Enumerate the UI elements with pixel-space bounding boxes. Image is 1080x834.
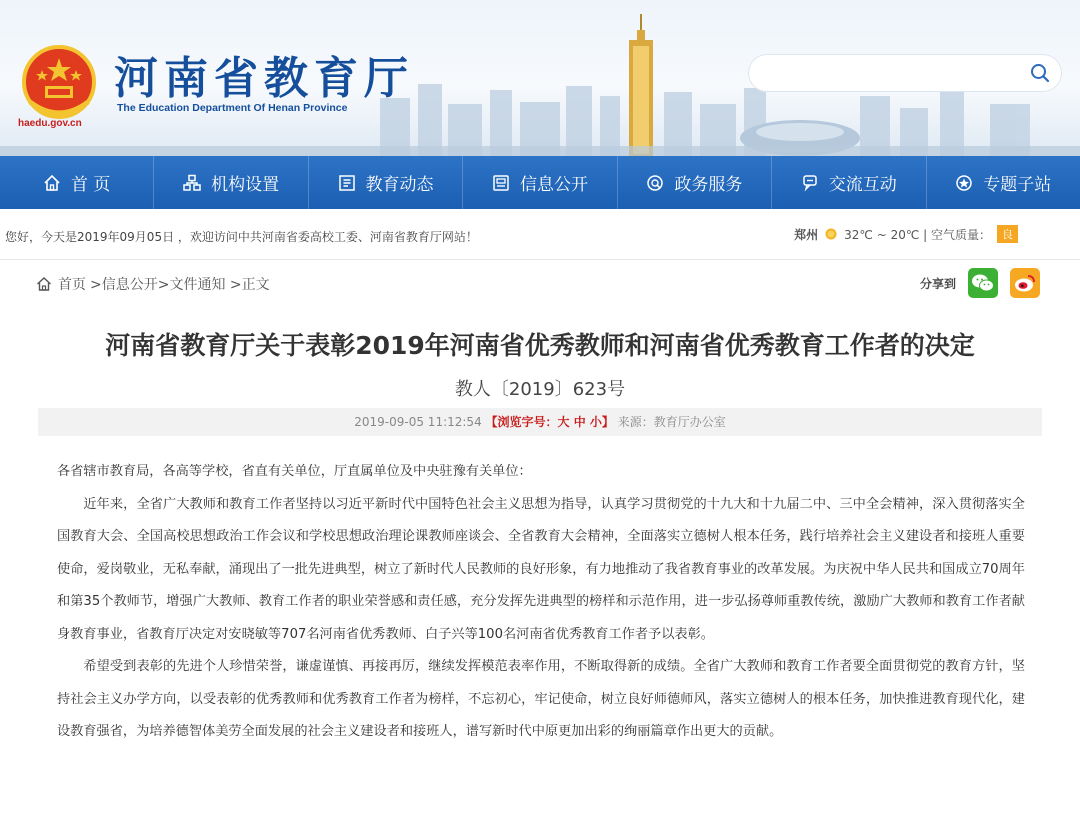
article-meta (38, 408, 1042, 436)
site-header (0, 0, 1080, 156)
nav-label: 专题子站 (983, 175, 1052, 195)
home-icon (43, 174, 61, 192)
breadcrumb-path[interactable]: >信息公开>文件通知 >正文 (90, 277, 270, 293)
info-icon (492, 174, 510, 192)
service-icon (646, 174, 664, 192)
welcome-text: 您好，今天是2019年09月05日 ，欢迎访问中共河南省委高校工委、河南省教育厅网站！ (5, 230, 478, 244)
article-source: 来源：教育厅办公室 (617, 415, 726, 429)
nav-label: 机构设置 (211, 175, 280, 195)
weather-temp: 32℃ ~ 20℃ | 空气质量： (844, 227, 991, 242)
font-size-control[interactable]: 【浏览字号：大 中 小】 (485, 415, 614, 429)
article-title: 河南省教育厅关于表彰2019年河南省优秀教师和河南省优秀教育工作者的决定 (105, 331, 975, 360)
nav-item-home[interactable] (0, 156, 154, 209)
breadcrumb-bar (0, 262, 1080, 306)
site-logo-title[interactable]: 河南省教育厅 (114, 53, 414, 104)
search-input[interactable] (766, 61, 1020, 87)
share-weibo-button[interactable] (1010, 268, 1040, 298)
nav-item-info[interactable] (463, 156, 617, 209)
search-box (748, 54, 1062, 92)
share-bar (920, 268, 1040, 298)
nav-label: 首 页 (71, 175, 111, 195)
breadcrumb-home-link[interactable]: 首页 (58, 277, 86, 293)
domain-text: haedu.gov.cn (18, 118, 82, 129)
air-quality-badge: 良 (997, 225, 1018, 243)
info-bar (0, 209, 1080, 260)
nav-label: 教育动态 (365, 175, 434, 195)
nav-item-interact[interactable] (772, 156, 926, 209)
search-icon[interactable] (1030, 63, 1050, 83)
publish-date: 2019-09-05 11:12:54 (354, 415, 482, 429)
nav-label: 信息公开 (519, 175, 588, 195)
org-icon (183, 174, 201, 192)
weather-widget (794, 225, 1018, 243)
breadcrumb (36, 274, 270, 294)
nav-item-topic[interactable] (927, 156, 1080, 209)
document-number: 教人〔2019〕623号 (454, 379, 626, 400)
nav-label: 政务服务 (674, 175, 743, 195)
nav-label: 交流互动 (828, 175, 897, 195)
home-icon (36, 276, 52, 292)
news-icon (338, 174, 356, 192)
salutation-paragraph: 各省辖市教育局，各高等学校，省直有关单位，厅直属单位及中央驻豫有关单位： (57, 464, 532, 479)
share-wechat-button[interactable] (968, 268, 998, 298)
site-logo-subtitle: The Education Department Of Henan Province (117, 102, 348, 114)
nav-item-news[interactable] (309, 156, 463, 209)
nav-item-org[interactable] (154, 156, 308, 209)
weather-city: 郑州 (794, 227, 819, 242)
chat-icon (801, 174, 819, 192)
share-label: 分享到 (919, 276, 956, 291)
topic-icon (955, 174, 973, 192)
nav-item-service[interactable] (618, 156, 772, 209)
article-body (57, 456, 1025, 749)
main-nav (0, 156, 1080, 209)
wechat-icon (971, 272, 995, 294)
national-emblem-icon (18, 42, 100, 124)
sun-icon (824, 227, 838, 241)
body-paragraph: 希望受到表彰的先进个人珍惜荣誉，谦虚谨慎、再接再厉，继续发挥模范表率作用，不断取得新的成绩。全省广大教师和教育工作者要全面贯彻党的教育方针，坚持社会主义办学方向，以受表彰的优秀教师和优秀教育工作者为榜样，不忘初心，牢记使命，树立良好师德师风，落实立德树人的根本任务，加快推进教育现代化，建设教育强省，为培养德智体美劳全面发展的社会主义建设者和接班人，谱写新时代中原更加出彩的绚丽篇章作出更大的贡献。 (57, 659, 1025, 739)
body-paragraph: 近年来，全省广大教师和教育工作者坚持以习近平新时代中国特色社会主义思想为指导，认真学习贯彻党的十九大和十九届二中、三中全会精神，深入贯彻落实全国教育大会、全国高校思想政治工作会议和学校思想政治理论课教师座谈会、全省教育大会精神，全面落实立德树人根本任务，践行培养社会主义建设者和接班人重要使命，爱岗敬业，无私奉献，涌现出了一批先进典型，树立了新时代人民教师的良好形象，有力地推动了我省教育事业的改革发展。为庆祝中华人民共和国成立70周年和第35个教师节，增强广大教师、教育工作者的职业荣誉感和责任感，充分发挥先进典型的榜样和示范作用，进一步弘扬尊师重教传统，激励广大教师和教育工作者献身教育事业，省教育厅决定对安晓敏等707名河南省优秀教师、白子兴等100名河南省优秀教育工作者予以表彰。 (57, 496, 1025, 642)
weibo-icon (1013, 272, 1037, 294)
